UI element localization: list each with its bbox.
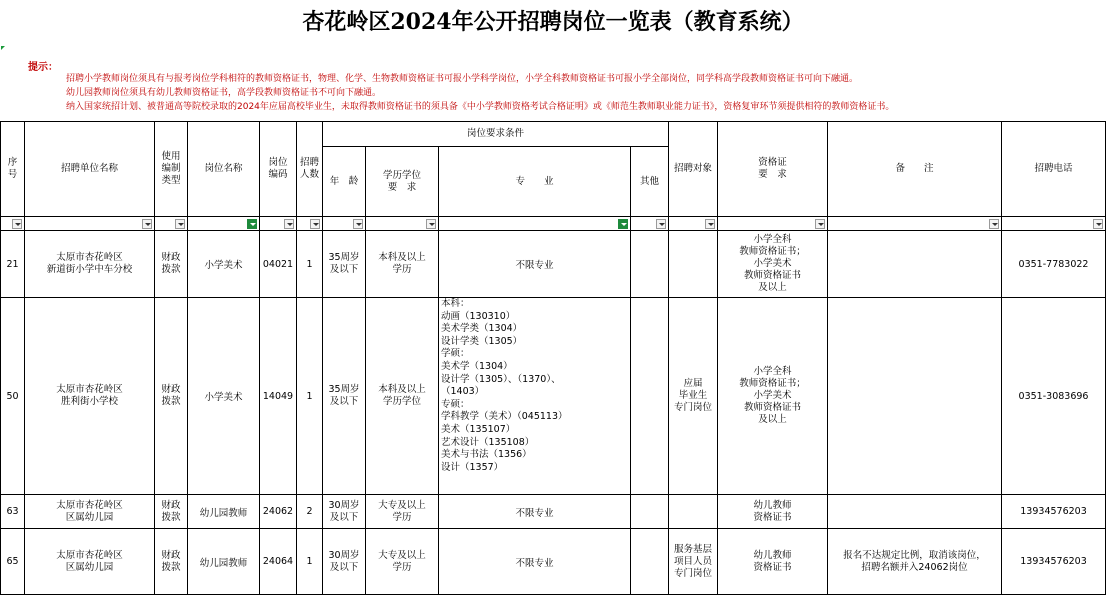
- header-age: 年 龄: [323, 147, 366, 217]
- cell-other: [631, 529, 669, 595]
- filter-cell-education[interactable]: [366, 217, 439, 231]
- dropdown-arrow-icon[interactable]: [989, 219, 999, 229]
- dropdown-arrow-icon[interactable]: [175, 219, 185, 229]
- filter-cell-count[interactable]: [297, 217, 323, 231]
- dropdown-arrow-icon[interactable]: [1093, 219, 1103, 229]
- filter-cell-seq[interactable]: [1, 217, 25, 231]
- filter-cell-other[interactable]: [631, 217, 669, 231]
- cell-code: 24062: [260, 495, 297, 529]
- notes-label: 提示：: [28, 62, 58, 73]
- cell-phone: 0351-3083696: [1002, 298, 1106, 495]
- dropdown-arrow-icon[interactable]: [142, 219, 152, 229]
- cell-major: 不限专业: [439, 495, 631, 529]
- table-row: [1, 529, 1106, 595]
- cell-certificate: 小学全科 教师资格证书； 小学美术 教师资格证书 及以上: [718, 298, 828, 495]
- cell-seq: 21: [1, 231, 25, 298]
- cell-major: 不限专业: [439, 529, 631, 595]
- cell-education: 大专及以上 学历: [366, 529, 439, 595]
- cell-unit: 太原市杏花岭区 胜利街小学校: [25, 298, 155, 495]
- header-unit: 招聘单位名称: [25, 122, 155, 217]
- cell-other: [631, 298, 669, 495]
- cell-target: 服务基层 项目人员 专门岗位: [669, 529, 718, 595]
- header-phone: 招聘电话: [1002, 122, 1106, 217]
- cell-count: 2: [297, 495, 323, 529]
- table-row: [1, 298, 1106, 495]
- cell-certificate: 幼儿教师 资格证书: [718, 495, 828, 529]
- dropdown-arrow-icon[interactable]: [284, 219, 294, 229]
- cell-staffing: 财政 拨款: [155, 298, 188, 495]
- cell-staffing: 财政 拨款: [155, 231, 188, 298]
- cell-education: 大专及以上 学历: [366, 495, 439, 529]
- cell-target: 应届 毕业生 专门岗位: [669, 298, 718, 495]
- cell-position: 小学美术: [188, 231, 260, 298]
- cell-education: 本科及以上 学历学位: [366, 298, 439, 495]
- header-requirements: 岗位要求条件: [323, 122, 669, 147]
- cell-seq: 50: [1, 298, 25, 495]
- cell-other: [631, 495, 669, 529]
- cell-major: 本科： 动画（130310） 美术学类（1304） 设计学类（1305） 学硕： 美术学（1304） 设计学（1305）、（1370）、 （1403） 专硕： 学科教学（美术）（045113） 美术（135107） 艺术设计（135108） 美术与书法（1356） 设计（1357）: [439, 298, 631, 495]
- header-code: 岗位 编码: [260, 122, 297, 217]
- header-education: 学历学位 要 求: [366, 147, 439, 217]
- dropdown-arrow-icon[interactable]: [705, 219, 715, 229]
- note-line: 幼儿园教师岗位须具有幼儿教师资格证书，高学段教师资格证书不可向下融通。: [66, 88, 382, 98]
- cell-position: 幼儿园教师: [188, 495, 260, 529]
- header-position: 岗位名称: [188, 122, 260, 217]
- filter-cell-unit[interactable]: [25, 217, 155, 231]
- cell-major: 不限专业: [439, 231, 631, 298]
- header-count: 招聘 人数: [297, 122, 323, 217]
- cell-seq: 63: [1, 495, 25, 529]
- cell-age: 30周岁 及以下: [323, 529, 366, 595]
- dropdown-arrow-icon[interactable]: [426, 219, 436, 229]
- cell-unit: 太原市杏花岭区 新道街小学中车分校: [25, 231, 155, 298]
- filter-funnel-icon[interactable]: [247, 219, 257, 229]
- cell-target: [669, 495, 718, 529]
- positions-table: [0, 121, 1106, 595]
- cell-phone: 13934576203: [1002, 495, 1106, 529]
- cell-age: 35周岁 及以下: [323, 298, 366, 495]
- cell-remarks: [828, 298, 1002, 495]
- header-certificate: 资格证 要 求: [718, 122, 828, 217]
- page-title: 杏花岭区2024年公开招聘岗位一览表（教育系统）: [302, 9, 804, 35]
- filter-funnel-icon[interactable]: [618, 219, 628, 229]
- cell-phone: 0351-7783022: [1002, 231, 1106, 298]
- cell-code: 04021: [260, 231, 297, 298]
- cell-other: [631, 231, 669, 298]
- cell-certificate: 幼儿教师 资格证书: [718, 529, 828, 595]
- cell-staffing: 财政 拨款: [155, 529, 188, 595]
- cell-position: 小学美术: [188, 298, 260, 495]
- filter-cell-staffing[interactable]: [155, 217, 188, 231]
- filter-cell-remarks[interactable]: [828, 217, 1002, 231]
- cell-remarks: 报名不达规定比例，取消该岗位， 招聘名额并入24062岗位: [828, 529, 1002, 595]
- header-seq: 序 号: [1, 122, 25, 217]
- cell-seq: 65: [1, 529, 25, 595]
- filter-cell-code[interactable]: [260, 217, 297, 231]
- dropdown-arrow-icon[interactable]: [12, 219, 22, 229]
- cell-unit: 太原市杏花岭区 区属幼儿园: [25, 495, 155, 529]
- dropdown-arrow-icon[interactable]: [656, 219, 666, 229]
- cell-count: 1: [297, 298, 323, 495]
- filter-cell-age[interactable]: [323, 217, 366, 231]
- filter-cell-position[interactable]: [188, 217, 260, 231]
- filter-cell-major[interactable]: [439, 217, 631, 231]
- cell-phone: 13934576203: [1002, 529, 1106, 595]
- cell-code: 14049: [260, 298, 297, 495]
- cell-target: [669, 231, 718, 298]
- header-staffing: 使用 编制 类型: [155, 122, 188, 217]
- cell-code: 24064: [260, 529, 297, 595]
- table-row: [1, 231, 1106, 298]
- filter-cell-target[interactable]: [669, 217, 718, 231]
- cell-unit: 太原市杏花岭区 区属幼儿园: [25, 529, 155, 595]
- cell-age: 35周岁 及以下: [323, 231, 366, 298]
- cell-count: 1: [297, 231, 323, 298]
- notes-section: [0, 44, 1106, 121]
- cell-age: 30周岁 及以下: [323, 495, 366, 529]
- dropdown-arrow-icon[interactable]: [310, 219, 320, 229]
- header-other: 其他: [631, 147, 669, 217]
- cell-remarks: [828, 231, 1002, 298]
- note-line: 纳入国家统招计划、被普通高等院校录取的2024年应届高校毕业生，未取得教师资格证书的须具备《中小学教师资格考试合格证明》或《师范生教师职业能力证书》，资格复审环节须提供相符的教师资格证书。: [66, 102, 895, 112]
- cell-remarks: [828, 495, 1002, 529]
- cell-certificate: 小学全科 教师资格证书； 小学美术 教师资格证书 及以上: [718, 231, 828, 298]
- cell-staffing: 财政 拨款: [155, 495, 188, 529]
- filter-cell-certificate[interactable]: [718, 217, 828, 231]
- dropdown-arrow-icon[interactable]: [815, 219, 825, 229]
- cell-count: 1: [297, 529, 323, 595]
- header-major: 专 业: [439, 147, 631, 217]
- table-row: [1, 495, 1106, 529]
- cell-position: 幼儿园教师: [188, 529, 260, 595]
- dropdown-arrow-icon[interactable]: [353, 219, 363, 229]
- note-line: 招聘小学教师岗位须具有与报考岗位学科相符的教师资格证书，物理、化学、生物教师资格证书可报小学科学岗位，小学全科教师资格证书可报小学全部岗位，同学科高学段教师资格证书可向下融通。: [66, 74, 859, 84]
- cell-education: 本科及以上 学历: [366, 231, 439, 298]
- cell-marker-icon: [1, 46, 5, 50]
- filter-cell-phone[interactable]: [1002, 217, 1106, 231]
- header-remarks: 备 注: [828, 122, 1002, 217]
- header-target: 招聘对象: [669, 122, 718, 217]
